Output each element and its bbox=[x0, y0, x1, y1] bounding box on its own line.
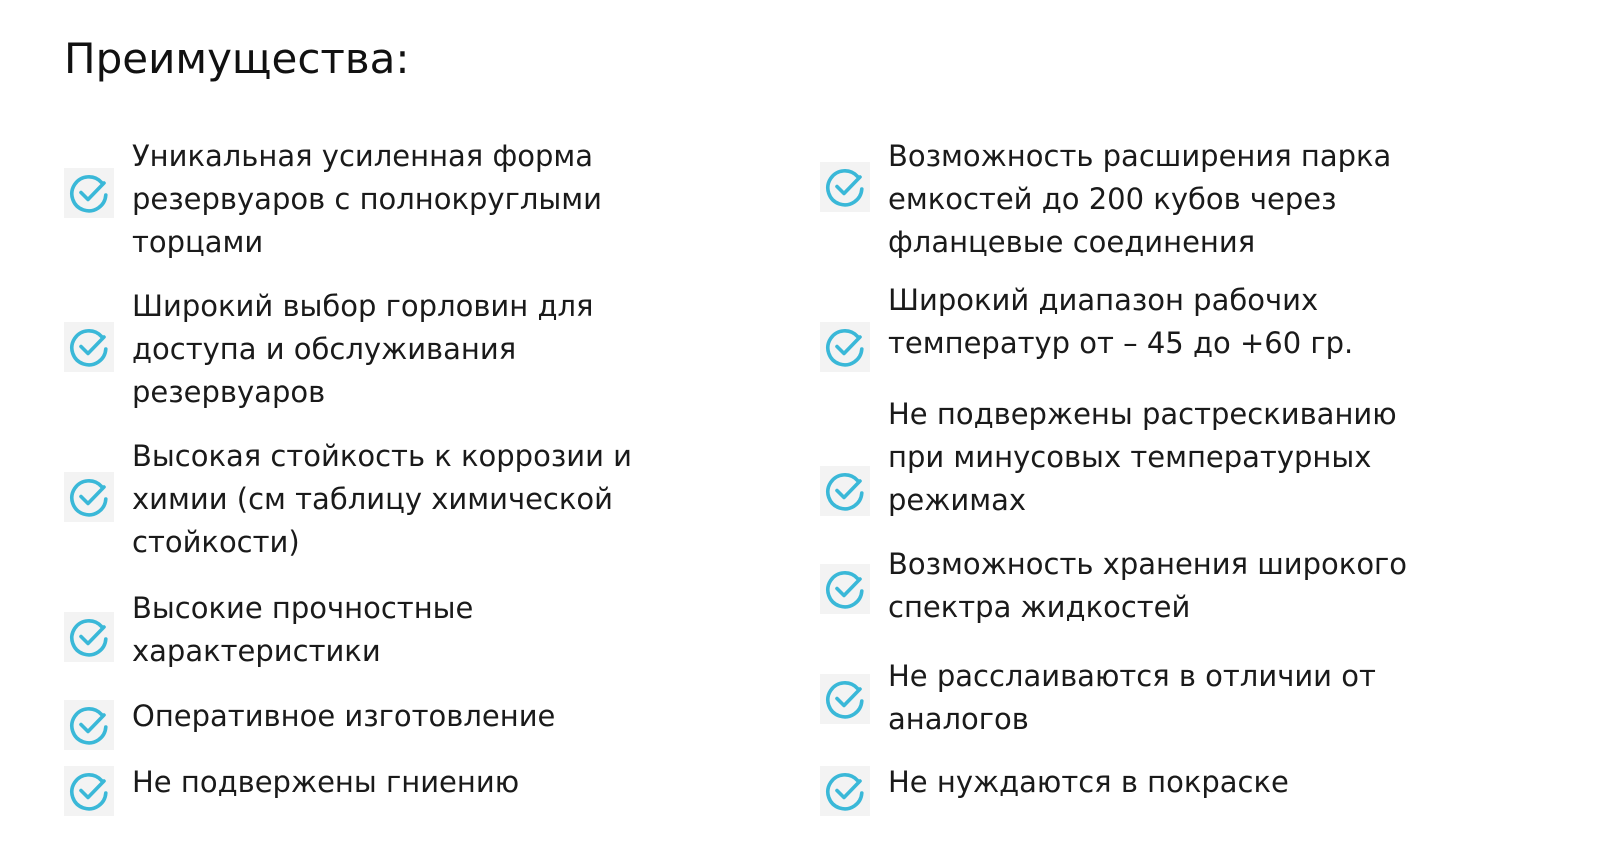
check-circle-icon bbox=[820, 162, 870, 212]
check-circle-icon bbox=[820, 322, 870, 372]
list-item-label: Широкий диапазон рабочих температур от – 45 до +60 гр. bbox=[888, 283, 1354, 360]
list-item-label: Не расслаиваются в отличии от аналогов bbox=[888, 659, 1376, 736]
list-item-label: Широкий выбор горловин для доступа и обслуживания резервуаров bbox=[132, 289, 594, 409]
check-circle-icon bbox=[64, 766, 114, 816]
list-item-label: Высокие прочностные характеристики bbox=[132, 591, 474, 668]
list-item-label: Возможность расширения парка емкостей до 200 кубов через фланцевые соединения bbox=[888, 139, 1392, 259]
check-circle-icon bbox=[64, 700, 114, 750]
check-circle-icon bbox=[820, 564, 870, 614]
check-circle-icon bbox=[64, 168, 114, 218]
list-item-label: Не подвержены растрескиванию при минусовых температурных режимах bbox=[888, 397, 1397, 517]
check-circle-icon bbox=[64, 612, 114, 662]
check-circle-icon bbox=[64, 472, 114, 522]
list-item-label: Не подвержены гниению bbox=[132, 765, 520, 799]
list-item-label: Не нуждаются в покраске bbox=[888, 765, 1289, 799]
check-circle-icon bbox=[820, 466, 870, 516]
list-item-label: Оперативное изготовление bbox=[132, 699, 556, 733]
check-circle-icon bbox=[820, 766, 870, 816]
check-circle-icon bbox=[64, 322, 114, 372]
list-item-label: Уникальная усиленная форма резервуаров с полнокруглыми торцами bbox=[132, 139, 602, 259]
page-title: Преимущества: bbox=[64, 34, 410, 83]
list-item-label: Возможность хранения широкого спектра жидкостей bbox=[888, 547, 1408, 624]
list-item-label: Высокая стойкость к коррозии и химии (см таблицу химической стойкости) bbox=[132, 439, 632, 559]
check-circle-icon bbox=[820, 674, 870, 724]
